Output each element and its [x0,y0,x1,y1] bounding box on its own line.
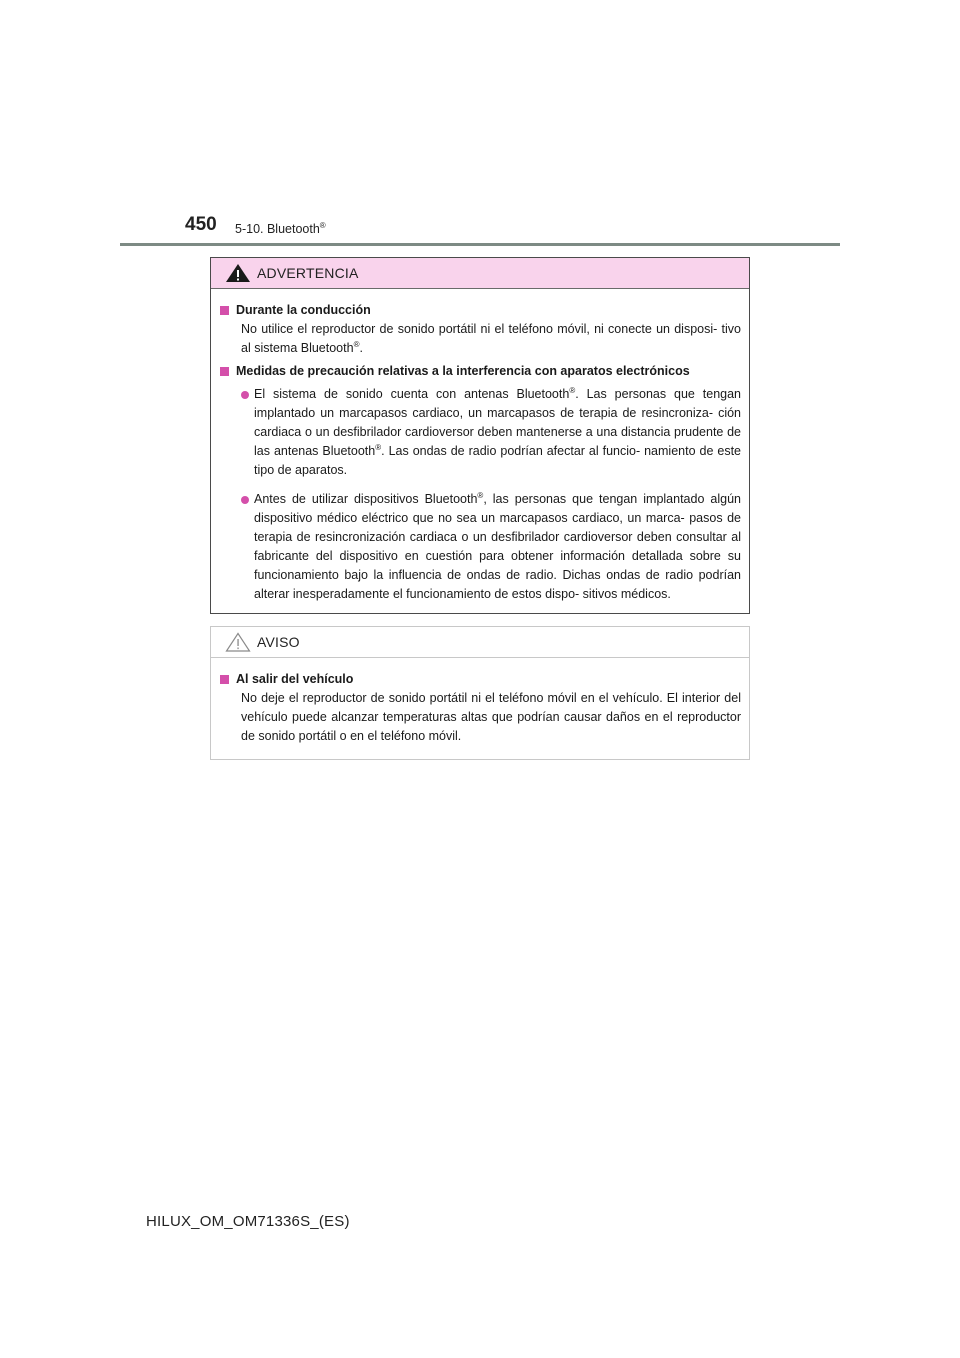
bullet-item [241,490,741,604]
notice-item-text: No deje el reproductor de sonido portátil ni el teléfono móvil en el vehículo. El interior del vehículo puede alcanzar temperaturas altas que podrían causar daños en el reproductor de sonido portátil o en el teléfono móvil. [241,691,741,743]
registered-mark: ® [477,490,484,500]
circle-bullet-icon [241,391,249,399]
page-number: 450 [185,214,217,235]
heading-text: Medidas de precaución relativas a la interferencia con aparatos electrónicos [236,364,690,378]
registered-mark: ® [569,385,576,395]
caution-triangle-outline-icon [225,632,251,652]
warning-header [211,258,749,289]
text-part: No utilice el reproductor de sonido portátil ni el teléfono móvil, ni conecte un disposi- tivo al sistema Bluetooth [241,322,741,355]
text-part: . [359,341,363,355]
warning-item-text [241,320,741,358]
document-code: HILUX_OM_OM71336S_(ES) [146,1213,350,1230]
text-part: El sistema de sonido cuenta con antenas Bluetooth [254,387,570,401]
bullet-item [241,385,741,480]
warning-box [210,257,750,614]
heading-text: Durante la conducción [236,303,371,317]
registered-mark: ® [375,442,382,452]
bullet-text [254,385,741,480]
warning-item-heading [219,301,741,320]
section-title-text: 5-10. Bluetooth [235,222,320,237]
text-part: Antes de utilizar dispositivos Bluetooth [254,492,478,506]
text-part: . Las ondas de radio podrían afectar al funcio- namiento de este tipo de aparatos. [254,444,741,477]
warning-title: ADVERTENCIA [257,265,359,281]
text-part: . Las personas que tengan implantado un marcapasos cardiaco, un marcapasos de terapia de resincroniza- ción cardiaca o un desfibrilador cardioversor deben mantenerse a una distancia prudente de las antenas Bluetooth [254,387,742,458]
header-rule [120,243,840,246]
registered-mark: ® [353,339,360,349]
warning-item-heading [219,362,741,381]
square-bullet-icon [220,675,229,684]
circle-bullet-icon [241,496,249,504]
notice-item-heading [219,670,741,689]
notice-header [211,627,749,658]
registered-mark: ® [319,221,326,230]
square-bullet-icon [220,367,229,376]
notice-body [211,658,749,746]
notice-title: AVISO [257,634,300,650]
notice-box [210,626,750,760]
text-part: , las personas que tengan implantado algún dispositivo médico eléctrico que no sea un marcapasos cardiaco, un marca- pasos de terapia de resincronización cardiaca o un desfibrilador cardioversor deben consultar al fabricante del dispositivo en cuestión para obtener información detallada sobre su funcionamiento bajo la influencia de ondas de radio. Dichas ondas de radio podrían alterar inesperadamente el funcionamiento de estos dispo- sitivos médicos. [254,492,741,601]
bullet-text [254,490,741,604]
heading-text: Al salir del vehículo [236,672,354,686]
warning-body [211,289,749,604]
square-bullet-icon [220,306,229,315]
section-title [235,221,326,236]
warning-triangle-icon [225,263,251,283]
